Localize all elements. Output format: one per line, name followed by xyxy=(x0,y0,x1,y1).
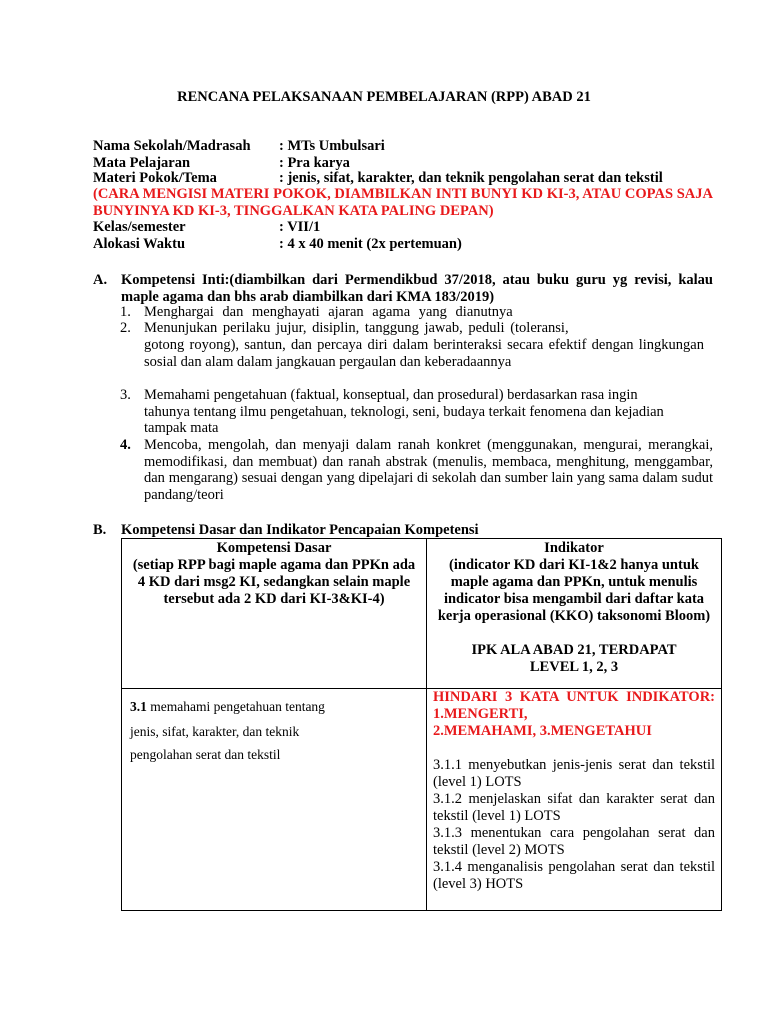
ki-item-2-continued xyxy=(144,337,704,370)
ki-text: Menunjukan perilaku jujur, disiplin, tanggung jawab, peduli (toleransi, xyxy=(144,320,569,336)
indicator-item: 3.1.4 menganalisis pengolahan serat dan tekstil (level 3) HOTS xyxy=(433,859,715,892)
identity-label: Materi Pokok/Tema xyxy=(93,170,217,186)
section-a-heading xyxy=(93,272,713,306)
identity-value: : Pra karya xyxy=(279,155,350,171)
ki-text: Mencoba, mengolah, dan menyaji dalam ranah konkret (menggunakan, mengurai, merangkai, memodifikasi, dan membuat) dan ranah abstrak (menulis, membaca, menghitung, menggambar, dan mengarang) sesuai dengan yang dipelajari di sekolah dan sumber lain yang sama dalam sudut pandang/teori xyxy=(144,437,713,503)
identity-label: Alokasi Waktu xyxy=(93,236,186,252)
ki-item-2 xyxy=(120,320,713,337)
avoid-words-note-2: 2.MEMAHAMI, 3.MENGETAHUI xyxy=(433,723,652,739)
identity-label: Nama Sekolah/Madrasah xyxy=(93,138,251,154)
indicator-item: 3.1.2 menjelaskan sifat dan karakter serat dan tekstil (level 1) LOTS xyxy=(433,791,715,824)
indicator-header: Indikator (indicator KD dari KI-1&2 hanya untuk maple agama dan PPKn, untuk menulis indicator bisa mengambil dari daftar kata kerja operasional (KKO) taksonomi Bloom) xyxy=(437,540,711,624)
table-row xyxy=(122,689,722,911)
ki-item-1 xyxy=(120,304,713,321)
identity-value: : jenis, sifat, karakter, dan teknik pengolahan serat dan tekstil xyxy=(279,170,663,186)
kd-text: memahami pengetahuan tentang xyxy=(150,699,325,714)
instruction-note: (CARA MENGISI MATERI POKOK, DIAMBILKAN INTI BUNYI KD KI-3, ATAU COPAS SAJA BUNYINYA KD KI-3, TINGGALKAN KATA PALING DEPAN) xyxy=(93,186,713,219)
ki-number: 2. xyxy=(120,320,131,336)
avoid-words-note: HINDARI 3 KATA UNTUK INDIKATOR: 1.MENGERTI, xyxy=(433,689,715,722)
identity-row-time xyxy=(93,236,462,253)
identity-row-topic xyxy=(93,170,663,187)
indicator-item: 3.1.1 menyebutkan jenis-jenis serat dan tekstil (level 1) LOTS xyxy=(433,757,715,790)
ki-text: Memahami pengetahuan (faktual, konseptual, dan prosedural) berdasarkan rasa ingin tahunya tentang ilmu pengetahuan, teknologi, seni, budaya terkait fenomena dan kejadian tampak mata xyxy=(144,387,664,436)
ipk-header: IPK ALA ABAD 21, TERDAPAT LEVEL 1, 2, 3 xyxy=(471,642,677,675)
ki-item-3 xyxy=(120,387,713,437)
kd-cell xyxy=(122,689,427,911)
section-b-heading xyxy=(93,522,479,539)
kd-number: 3.1 xyxy=(130,699,147,714)
identity-label: Kelas/semester xyxy=(93,219,186,235)
identity-value: : MTs Umbulsari xyxy=(279,138,385,154)
table-header-row xyxy=(122,539,722,689)
kd-line-1 xyxy=(130,695,418,718)
ki-number: 1. xyxy=(120,304,131,320)
document-title: RENCANA PELAKSANAAN PEMBELAJARAN (RPP) ABAD 21 xyxy=(177,89,591,105)
indicator-item: 3.1.3 menentukan cara pengolahan serat dan tekstil (level 2) MOTS xyxy=(433,825,715,858)
identity-row-class xyxy=(93,219,320,236)
kd-text-continued: jenis, sifat, karakter, dan teknik pengolahan serat dan tekstil xyxy=(130,724,300,762)
ki-number: 4. xyxy=(120,437,131,453)
section-heading-text: Kompetensi Dasar dan Indikator Pencapaian Kompetensi xyxy=(121,522,479,538)
indicator-cell xyxy=(427,689,722,911)
section-marker: B. xyxy=(93,522,107,538)
ki-text: Menghargai dan menghayati ajaran agama yang dianutnya xyxy=(144,304,513,320)
identity-row-school xyxy=(93,138,385,155)
ki-item-4 xyxy=(120,437,713,503)
section-marker: A. xyxy=(93,272,108,288)
kd-indicator-table xyxy=(121,538,722,911)
section-heading-text: Kompetensi Inti:(diambilkan dari Permendikbud 37/2018, atau buku guru yg revisi, kalau maple agama dan bhs arab diambilkan dari KMA 183/2019) xyxy=(121,272,713,305)
identity-value: : VII/1 xyxy=(279,219,321,235)
kd-header: Kompetensi Dasar (setiap RPP bagi maple agama dan PPKn ada 4 KD dari msg2 KI, sedangkan selain maple tersebut ada 2 KD dari KI-3&KI-4) xyxy=(122,539,427,689)
identity-label: Mata Pelajaran xyxy=(93,155,191,171)
identity-value: : 4 x 40 menit (2x pertemuan) xyxy=(279,236,462,252)
ki-number: 3. xyxy=(120,387,131,403)
ki-text: gotong royong), santun, dan percaya diri dalam berinteraksi secara efektif dengan lingkungan sosial dan alam dalam jangkauan pergaulan dan keberadaannya xyxy=(144,337,704,370)
indicator-header-cell xyxy=(427,539,722,689)
